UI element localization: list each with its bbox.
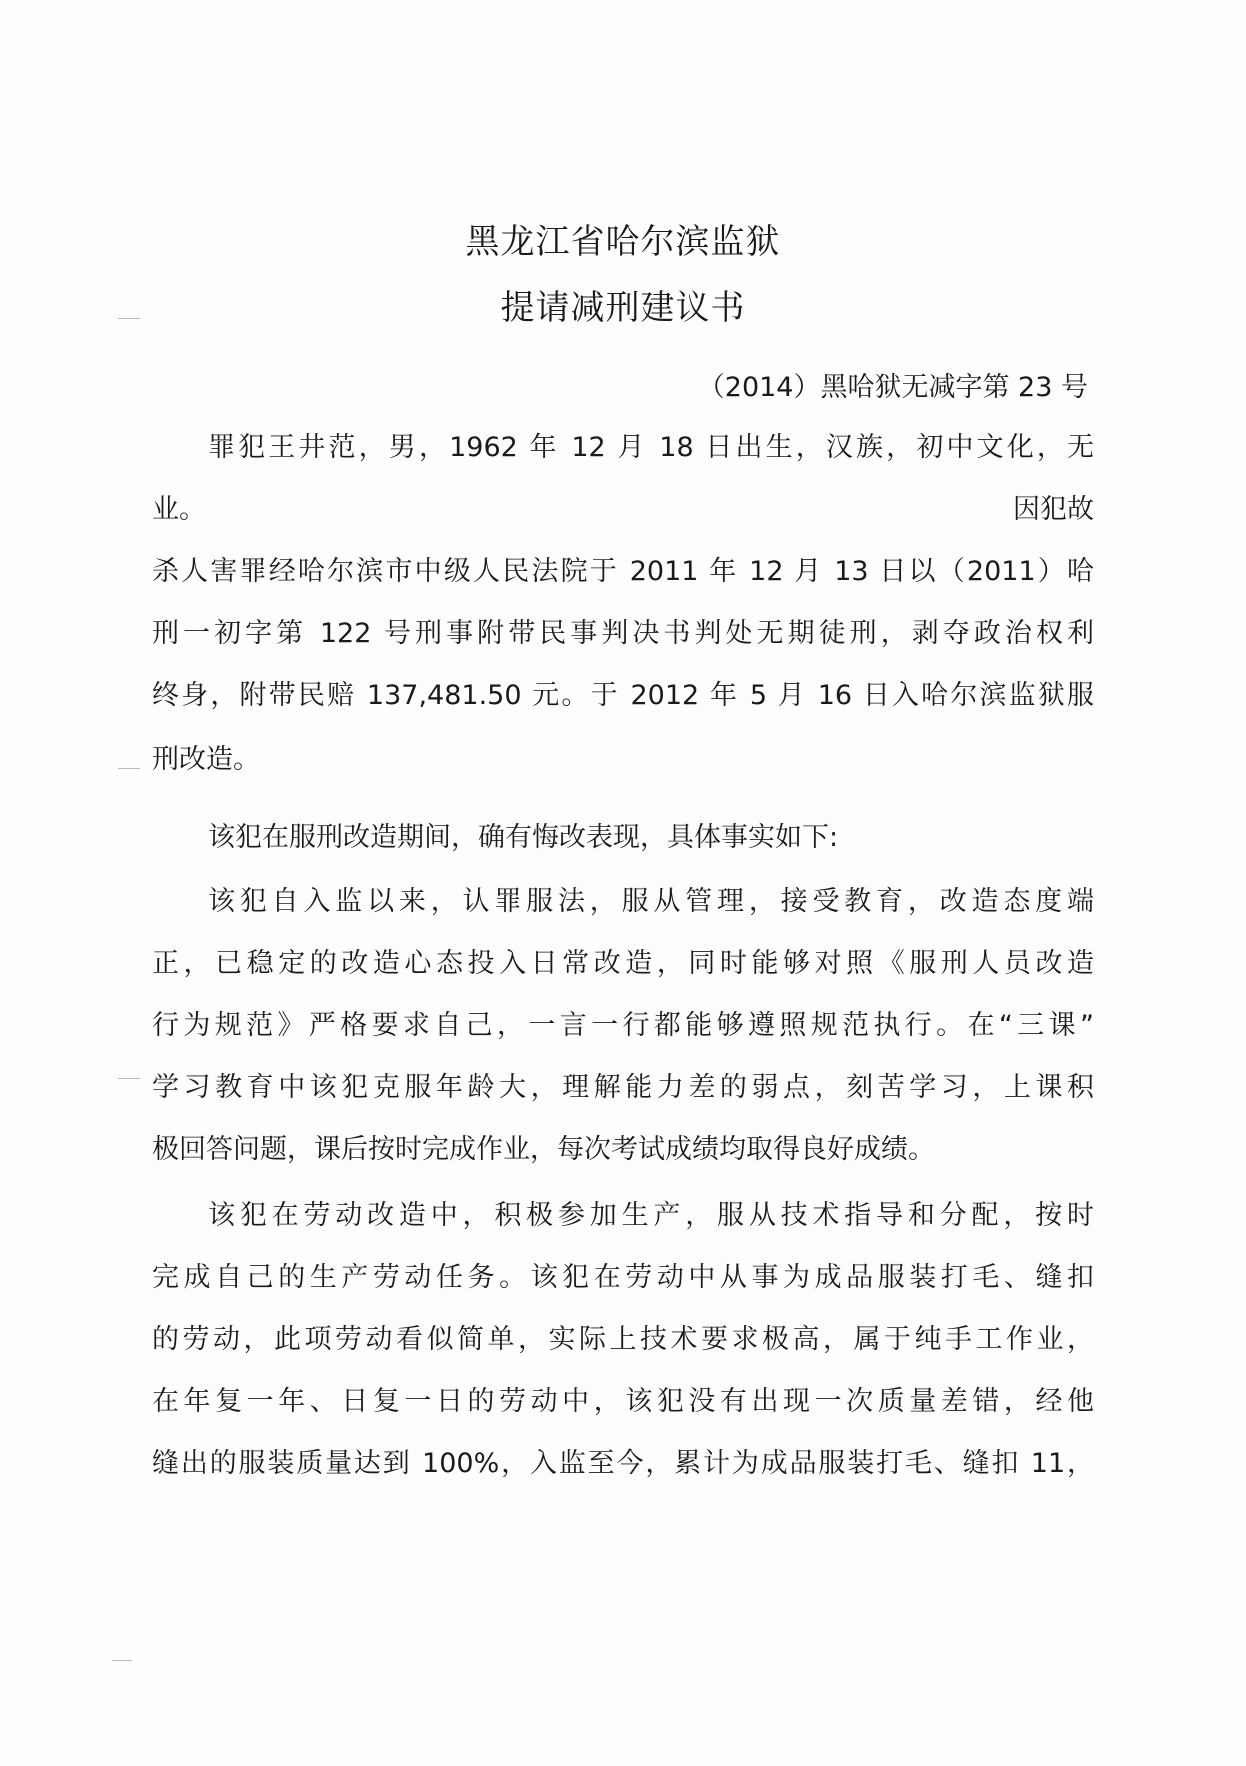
margin-mark xyxy=(112,1660,132,1661)
margin-mark xyxy=(118,1078,140,1079)
text-line: 的劳动，此项劳动看似简单，实际上技术要求极高，属于纯手工作业， xyxy=(152,1324,1094,1355)
text-line: 缝出的服装质量达到 100%，入监至今，累计为成品服装打毛、缝扣 11， xyxy=(152,1448,1094,1479)
text-line: 行为规范》严格要求自己，一言一行都能够遵照规范执行。在“三课” xyxy=(152,1010,1094,1041)
text-line: 学习教育中该犯克服年龄大，理解能力差的弱点，刻苦学习，上课积 xyxy=(152,1072,1094,1103)
margin-mark xyxy=(118,768,140,769)
text-line: 完成自己的生产劳动任务。该犯在劳动中从事为成品服装打毛、缝扣 xyxy=(152,1262,1094,1293)
text-line: 因犯故 xyxy=(1013,494,1094,525)
text-line: 罪犯王井范，男，1962 年 12 月 18 日出生，汉族，初中文化，无 xyxy=(208,432,1094,463)
document-title: 黑龙江省哈尔滨监狱 xyxy=(465,222,781,262)
text-line: 正，已稳定的改造心态投入日常改造，同时能够对照《服刑人员改造 xyxy=(152,948,1094,979)
text-line: 该犯在服刑改造期间，确有悔改表现，具体事实如下: xyxy=(208,822,839,853)
text-line: 终身，附带民赔 137,481.50 元。于 2012 年 5 月 16 日入哈尔滨监狱服 xyxy=(152,680,1094,711)
text-line: 业。 xyxy=(152,494,206,525)
text-line: 杀人害罪经哈尔滨市中级人民法院于 2011 年 12 月 13 日以（2011）哈 xyxy=(152,556,1094,587)
text-line: 该犯自入监以来，认罪服法，服从管理，接受教育，改造态度端 xyxy=(208,886,1094,917)
document-subtitle: 提请减刑建议书 xyxy=(500,288,746,328)
reference-number: （2014）黑哈狱无减字第 23 号 xyxy=(697,372,1088,403)
text-line: 刑一初字第 122 号刑事附带民事判决书判处无期徒刑，剥夺政治权利 xyxy=(152,618,1094,649)
text-line: 该犯在劳动改造中，积极参加生产，服从技术指导和分配，按时 xyxy=(208,1200,1094,1231)
text-line: 极回答问题，课后按时完成作业，每次考试成绩均取得良好成绩。 xyxy=(152,1134,935,1165)
text-line: 在年复一年、日复一日的劳动中，该犯没有出现一次质量差错，经他 xyxy=(152,1386,1094,1417)
text-line: 刑改造。 xyxy=(152,744,260,775)
